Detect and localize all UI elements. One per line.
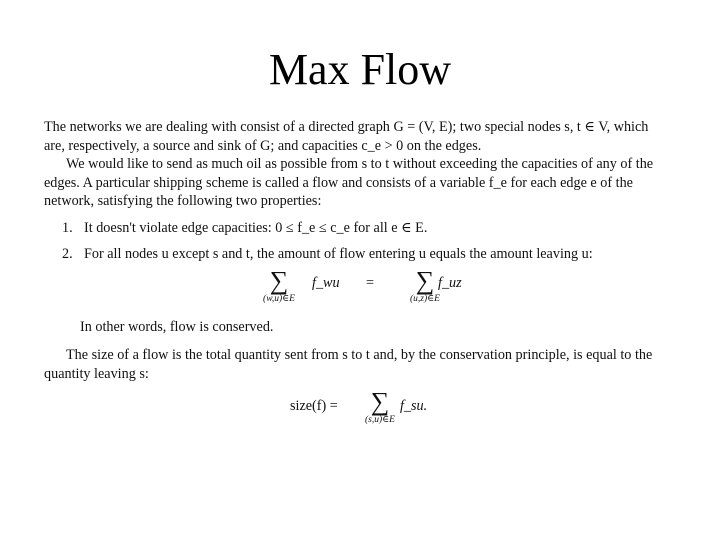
rhs-sigma: ∑ [415, 265, 435, 295]
size-summation-index: (s,u)∈E [365, 415, 395, 425]
size-equation-lhs: size(f) = [290, 398, 338, 414]
slide-title: Max Flow [268, 45, 452, 94]
size-term: f_su. [400, 398, 428, 414]
lhs-term: f_wu [312, 274, 340, 291]
intro-paragraph-2: We would like to send as much oil as possible from s to t without exceeding the capacities of any of the edges. A particular shipping scheme is called a flow and consists of a variable f_e for each edge e of the network, satisfying the following two properties: [44, 156, 654, 209]
intro-paragraph-1: The networks we are dealing with consist of a directed graph G = (V, E); two special nodes s, t ∈ V, which are, respectively, a source and sink of G; and capacities c_e > 0 on the edges. [44, 119, 649, 154]
rhs-summation-index: (u,z)∈E [410, 293, 440, 304]
lhs-summation-index: (w,u)∈E [263, 293, 295, 304]
rhs-term: f_uz [438, 274, 462, 291]
size-equation [44, 389, 672, 433]
lhs-summation [244, 265, 314, 305]
property-number-2: 2. [62, 246, 73, 262]
property-item-2 [44, 245, 672, 264]
conserved-note: In other words, flow is conserved. [80, 318, 274, 335]
conservation-equation [44, 265, 672, 312]
property-text-2: For all nodes u except s and t, the amount of flow entering u equals the amount leaving u: [84, 246, 593, 262]
slide-body [44, 118, 672, 439]
size-paragraph: The size of a flow is the total quantity sent from s to t and, by the conservation principle, is equal to the quantity leaving s: [44, 347, 653, 382]
lhs-sigma: ∑ [269, 265, 289, 295]
property-text-1: It doesn't violate edge capacities: 0 ≤ f_e ≤ c_e for all e ∈ E. [84, 219, 428, 236]
size-sigma: ∑ [370, 387, 390, 416]
property-item-1 [44, 219, 672, 238]
property-number-1: 1. [62, 219, 73, 236]
equals-sign: = [366, 274, 375, 291]
property-list [44, 219, 672, 264]
